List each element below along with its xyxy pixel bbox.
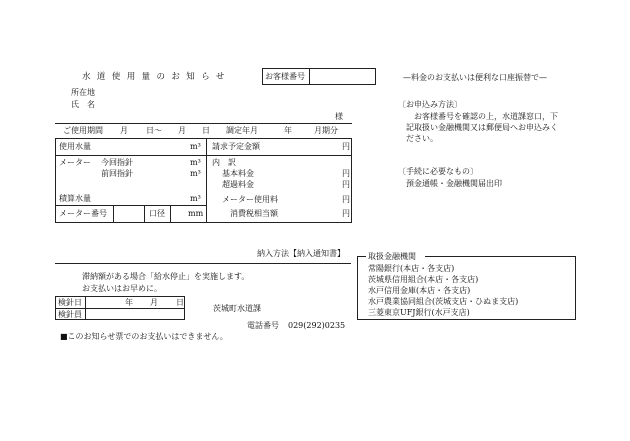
- bore-label: 口径: [149, 209, 165, 218]
- bank-item: 常陽銀行(本店・各支店): [368, 264, 455, 273]
- period-month-start: 月: [120, 126, 128, 135]
- document-title: 水道使用量のお知らせ: [82, 72, 231, 82]
- cumulative-usage-label: 積算水量: [59, 194, 91, 203]
- water-office: 茨城町水道課: [213, 304, 261, 313]
- customer-number-label: お客様番号: [265, 72, 305, 81]
- name-label: 氏 名: [71, 100, 95, 109]
- application-body-1: お客様番号を確認の上，水道課窓口，下: [414, 112, 558, 121]
- address-label: 所在地: [71, 88, 95, 97]
- survey-year: 年: [284, 126, 292, 135]
- inspector-label: 検針員: [58, 310, 82, 319]
- previous-reading-unit: m³: [190, 169, 201, 178]
- bank-item: 水戸信用金庫(本店・各支店): [368, 286, 471, 295]
- survey-month-label: 調定年月: [226, 126, 258, 135]
- usage-period-label: ご使用期間: [63, 126, 103, 135]
- excess-fee-label: 超過料金: [222, 180, 254, 189]
- inspection-month: 月: [150, 298, 158, 307]
- survey-month-share: 月期分: [314, 126, 338, 135]
- bank-item: 茨城県信用組合(本店・各支店): [368, 275, 479, 284]
- phone-label: 電話番号: [247, 321, 279, 330]
- application-body-2: 記取扱い金融機関又は郵便局へお申込みく: [406, 123, 558, 132]
- breakdown-label: 内 訳: [212, 158, 236, 167]
- application-title: 〔お申込み方法〕: [398, 100, 462, 109]
- tax-label: 消費税相当額: [230, 209, 278, 218]
- required-items-body: 預金通帳・金融機関届出印: [406, 179, 502, 188]
- slogan: —料金のお支払いは便利な口座振替で—: [403, 73, 547, 82]
- application-body-3: ださい。: [406, 134, 438, 143]
- honorific: 様: [335, 112, 343, 121]
- footer-note: ■このお知らせ票でのお支払いはできません。: [60, 332, 228, 341]
- basic-fee-yen: 円: [342, 169, 350, 178]
- meter-fee-yen: 円: [342, 195, 350, 204]
- period-day-end: 日: [202, 126, 210, 135]
- usage-label: 使用水量: [59, 142, 91, 151]
- current-reading-unit: m³: [190, 158, 201, 167]
- required-items-title: 〔手続に必要なもの〕: [398, 167, 478, 176]
- banks-title: 取扱金融機関: [368, 252, 416, 261]
- tax-yen: 円: [342, 209, 350, 218]
- payment-method: 納入方法【納入通知書】: [257, 249, 345, 258]
- meter-number-label: メーター番号: [59, 209, 107, 218]
- bank-item: 水戸農業協同組合(茨城支店・ひぬま支店): [368, 297, 519, 306]
- meter-fee-label: メーター使用料: [222, 195, 278, 204]
- billing-amount-label: 請求予定金額: [212, 142, 260, 151]
- bore-unit: mm: [188, 209, 204, 218]
- basic-fee-label: 基本料金: [222, 169, 254, 178]
- billing-amount-yen: 円: [342, 142, 350, 151]
- period-day-start: 日〜: [146, 126, 162, 135]
- suspension-notice-2: お支払いはお早めに。: [82, 284, 162, 293]
- previous-reading-label: 前回指針: [101, 169, 133, 178]
- phone-number: 029(292)0235: [288, 321, 346, 330]
- inspection-date-label: 検針日: [58, 298, 82, 307]
- suspension-notice-1: 滞納額がある場合「給水停止」を実施します。: [82, 272, 250, 281]
- bank-item: 三菱東京UFJ銀行(水戸支店): [368, 308, 470, 317]
- inspection-year: 年: [125, 298, 133, 307]
- inspection-day: 日: [176, 298, 184, 307]
- excess-fee-yen: 円: [342, 180, 350, 189]
- cumulative-usage-unit: m³: [190, 194, 201, 203]
- current-reading-label: 今回指針: [101, 158, 133, 167]
- usage-unit: m³: [190, 142, 201, 151]
- meter-label: メーター: [59, 158, 91, 167]
- period-month-end: 月: [178, 126, 186, 135]
